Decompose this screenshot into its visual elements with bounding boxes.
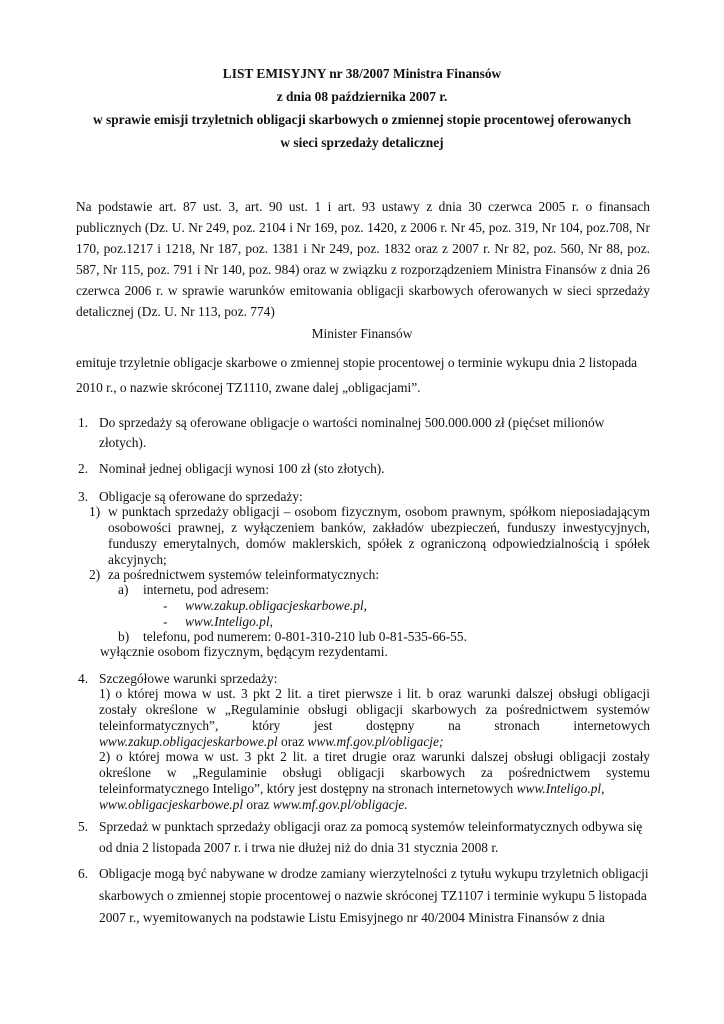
section-6-line: Obligacje mogą być nabywane w drodze zamiany wierzytelności z tytułu wykupu trzyletnich obligacji	[99, 866, 649, 881]
url-link[interactable]: www.mf.gov.pl/obligacje.	[272, 797, 408, 812]
sub-letter: b)	[118, 629, 130, 644]
url-link[interactable]: www.obligacjeskarbowe.pl	[99, 797, 244, 812]
emission-line: 2010 r., o nazwie skróconej TZ1110, zwane dalej „obligacjami”.	[76, 380, 421, 395]
section-4-line: teleinformatycznych”, który jest dostępny na stronach internetowych	[99, 718, 650, 733]
section-6-line: 2007 r., wyemitowanych na podstawie Listu Emisyjnego nr 40/2004 Ministra Finansów z dnia	[99, 910, 605, 925]
sub-letter: a)	[118, 582, 129, 597]
url-link[interactable]: www.mf.gov.pl/obligacje;	[307, 734, 444, 749]
section-number: 5.	[78, 819, 89, 834]
section-6-line: skarbowych o zmiennej stopie procentowej o nazwie skróconej TZ1107 i terminie wykupu 5 listopada	[99, 888, 647, 903]
section-number: 2.	[78, 461, 89, 476]
section-number: 3.	[78, 489, 89, 504]
preamble-line: czerwca 2006 r. w sprawie warunków emitowania obligacji skarbowych oferowanych w sieci sprzedaży	[76, 283, 650, 298]
url-tail: ,	[269, 614, 273, 629]
section-3-sub-line: osobowości prawnej, z wyłączeniem banków, zakładów ubezpieczeń, funduszy inwestycyjnych,	[108, 520, 650, 535]
section-3-sub-line: akcyjnych;	[108, 552, 167, 567]
section-3-sub-line: internetu, pod adresem:	[143, 582, 270, 597]
dash-bullet: -	[163, 614, 168, 629]
document-title: LIST EMISYJNY nr 38/2007 Ministra Finansów	[222, 66, 502, 81]
section-3-sub-line: za pośrednictwem systemów teleinformatycznych:	[108, 567, 380, 582]
section-3-tail: wyłącznie osobom fizycznym, będącym rezydentami.	[100, 644, 388, 659]
section-3-line: Obligacje są oferowane do sprzedaży:	[99, 489, 303, 504]
section-number: 6.	[78, 866, 89, 881]
preamble-line: 587, Nr 115, poz. 791 i Nr 140, poz. 984) oraz w związku z rozporządzeniem Ministra Finansów z dnia 26	[76, 262, 650, 277]
section-4-line: 2) o której mowa w ust. 3 pkt 2 lit. a tiret drugie oraz warunki dalszej obsługi obligacji zostały	[99, 749, 650, 764]
url-tail: ,	[601, 781, 605, 796]
section-4-line: określone w „Regulaminie obsługi obligacji skarbowych za pośrednictwem systemu	[99, 765, 650, 780]
section-number: 4.	[78, 671, 89, 686]
section-1-line: Do sprzedaży są oferowane obligacje o wartości nominalnej 500.000.000 zł (pięćset milionów	[99, 415, 605, 430]
section-5-line: od dnia 2 listopada 2007 r. i trwa nie dłużej niż do dnia 31 stycznia 2008 r.	[99, 840, 499, 855]
document-date: z dnia 08 października 2007 r.	[276, 89, 448, 104]
minister-heading: Minister Finansów	[311, 326, 413, 341]
connector-text: oraz	[243, 797, 273, 812]
url-link[interactable]: www.Inteligo.pl	[185, 614, 270, 629]
preamble-line: publicznych (Dz. U. Nr 249, poz. 2104 i Nr 169, poz. 1420, z 2006 r. Nr 45, poz. 319, Nr 104, poz.708, Nr	[76, 220, 650, 235]
preamble-line: Na podstawie art. 87 ust. 3, art. 90 ust. 1 i art. 93 ustawy z dnia 30 czerwca 2005 r. o finansach	[76, 199, 650, 214]
preamble-line: 170, poz.1217 i 1218, Nr 187, poz. 1381 i Nr 249, poz. 1832 oraz z 2007 r. Nr 82, poz. 560, Nr 88, poz.	[76, 241, 650, 256]
dash-bullet: -	[163, 598, 168, 613]
document-subject-line-1: w sprawie emisji trzyletnich obligacji skarbowych o zmiennej stopie procentowej oferowanych	[92, 112, 632, 127]
connector-text: oraz	[277, 734, 308, 749]
section-4-text: teleinformatycznego Inteligo”, który jest dostępny na stronach internetowych	[99, 781, 517, 796]
url-link[interactable]: www.zakup.obligacjeskarbowe.pl,	[185, 598, 368, 613]
section-3-sub-line: funduszy emerytalnych, domów maklerskich, spółek z ograniczoną odpowiedzialnością i spółek	[108, 536, 650, 551]
section-2-line: Nominał jednej obligacji wynosi 100 zł (sto złotych).	[99, 461, 385, 476]
section-3-sub-line: telefonu, pod numerem: 0-801-310-210 lub 0-81-535-66-55.	[143, 629, 467, 644]
section-number: 1.	[78, 415, 89, 430]
section-4-url-line	[99, 795, 408, 815]
section-4-line: Szczegółowe warunki sprzedaży:	[99, 671, 278, 686]
preamble-line: detalicznej (Dz. U. Nr 113, poz. 774)	[76, 304, 275, 319]
emission-line: emituje trzyletnie obligacje skarbowe o zmiennej stopie procentowej o terminie wykupu dnia 2 listopada	[76, 355, 638, 370]
url-link[interactable]: www.zakup.obligacjeskarbowe.pl	[99, 734, 278, 749]
section-4-line: zostały określone w „Regulaminie obsługi obligacji skarbowych za pośrednictwem systemów	[99, 702, 650, 717]
section-5-line: Sprzedaż w punktach sprzedaży obligacji oraz za pomocą systemów teleinformatycznych odbywa się	[99, 819, 643, 834]
section-3-sub-line: w punktach sprzedaży obligacji – osobom fizycznym, osobom prawnym, spółkom nieposiadającym	[108, 504, 650, 519]
sub-number: 2)	[89, 567, 101, 582]
section-4-line: 1) o której mowa w ust. 3 pkt 2 lit. a tiret pierwsze i lit. b oraz warunki dalszej obsługi obligacji	[99, 686, 650, 701]
section-1-line: złotych).	[99, 435, 147, 450]
url-link[interactable]: www.Inteligo.pl	[516, 781, 602, 796]
document-subject-line-2: w sieci sprzedaży detalicznej	[280, 135, 444, 150]
sub-number: 1)	[89, 504, 101, 519]
